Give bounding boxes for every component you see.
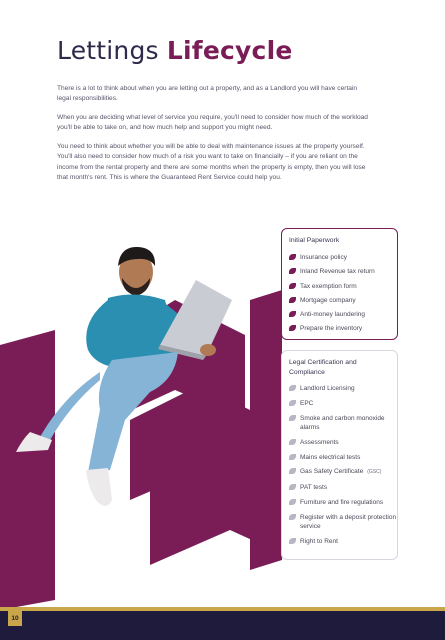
leaf-bullet-icon xyxy=(289,415,296,421)
leaf-bullet-icon xyxy=(289,311,296,317)
intro-paragraph-2: When you are deciding what level of service you require, you'll need to consider how much of the workload you'll be able to take on, and how much help and support you might need. xyxy=(57,114,368,132)
card-title: Initial Paperwork xyxy=(289,237,340,244)
leaf-bullet-icon xyxy=(289,385,296,391)
list-item: Tax exemption form xyxy=(289,282,397,292)
leaf-bullet-icon xyxy=(289,297,296,303)
leaf-bullet-icon xyxy=(289,268,296,274)
card-title: Legal Certification and Compliance xyxy=(289,359,357,376)
list-item: Anti-money laundering xyxy=(289,310,397,320)
initial-paperwork-card xyxy=(281,228,398,340)
person-hand xyxy=(200,344,216,356)
intro-paragraph-1: There is a lot to think about when you are letting out a property, and as a Landlord you will have certain legal responsibilities. xyxy=(57,85,358,103)
page-title xyxy=(57,36,293,66)
list-item: Furniture and fire regulations xyxy=(289,498,397,508)
leaf-bullet-icon xyxy=(289,325,296,331)
decor-shape-left xyxy=(0,330,55,610)
legal-compliance-card xyxy=(281,350,398,560)
decor-shape-right xyxy=(250,290,282,570)
list-item: Prepare the inventory xyxy=(289,324,397,334)
list-item: Mains electrical tests xyxy=(289,453,397,463)
list-item: Register with a deposit protection service xyxy=(289,513,397,532)
list-item: Insurance policy xyxy=(289,253,397,263)
title-part-2: Lifecycle xyxy=(166,36,293,65)
person-shoe-right xyxy=(86,468,112,506)
paperwork-list xyxy=(289,253,397,339)
gsc-abbreviation: (GSC) xyxy=(367,469,382,476)
leaf-bullet-icon xyxy=(289,468,296,474)
leaf-bullet-icon xyxy=(289,254,296,260)
list-item: Assessments xyxy=(289,438,397,448)
compliance-list xyxy=(289,384,397,552)
title-part-1: Lettings xyxy=(57,36,167,65)
page-number: 10 xyxy=(8,611,22,626)
list-item: Smoke and carbon monoxide alarms xyxy=(289,414,397,433)
leaf-bullet-icon xyxy=(289,499,296,505)
leaf-bullet-icon xyxy=(289,514,296,520)
leaf-bullet-icon xyxy=(289,439,296,445)
leaf-bullet-icon xyxy=(289,454,296,460)
list-item: Landlord Licensing xyxy=(289,384,397,394)
leaf-bullet-icon xyxy=(289,400,296,406)
list-item: EPC xyxy=(289,399,397,409)
list-item: Mortgage company xyxy=(289,296,397,306)
list-item: Inland Revenue tax return xyxy=(289,267,397,277)
intro-paragraph-3: You need to think about whether you will be able to deal with maintenance issues at the property yourself. You'll also need to consider how much of a risk you want to take on financially – if you are reliant on the income from the rental property and there are some months when the property is empty, then you will lose that month's rent. This is where the Guaranteed Rent Service could help you. xyxy=(57,143,366,182)
leaf-bullet-icon xyxy=(289,283,296,289)
footer-bar xyxy=(0,611,445,640)
list-item: PAT tests xyxy=(289,483,397,493)
list-item: Gas Safety Certificate (GSC) xyxy=(289,467,397,478)
list-item: Right to Rent xyxy=(289,537,397,547)
leaf-bullet-icon xyxy=(289,484,296,490)
leaf-bullet-icon xyxy=(289,538,296,544)
